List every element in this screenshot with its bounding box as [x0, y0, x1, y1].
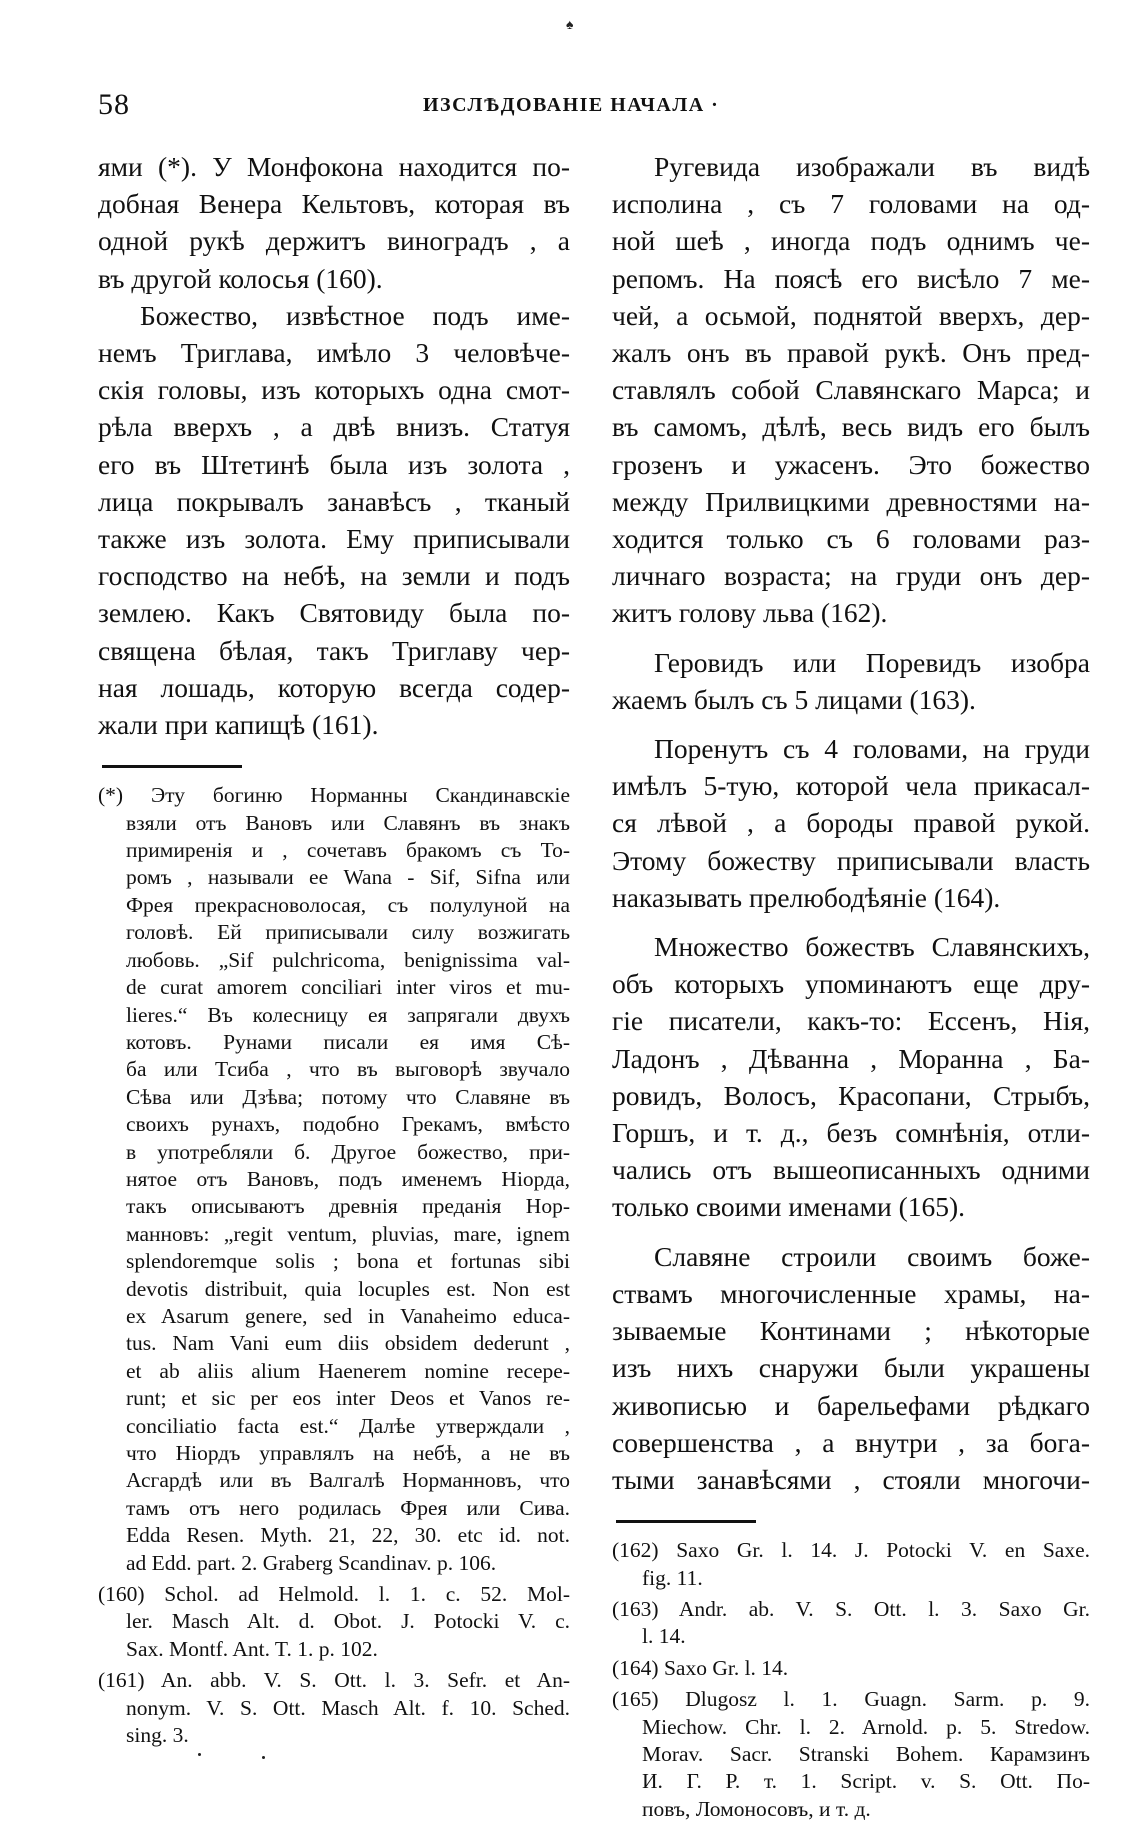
footnote-line: в употребляли б. Другое божество, при- — [126, 1139, 570, 1164]
footnote-line: lieres.“ Въ колесницу ея запрягали двухъ — [126, 1002, 570, 1027]
text-line: немъ Триглава, имѣло 3 человѣче- — [98, 337, 570, 369]
footnote-line: Edda Resen. Myth. 21, 22, 30. etc id. not. — [126, 1523, 570, 1548]
text-line: Геровидъ или Поревидъ изобра — [654, 646, 1090, 678]
text-line: жалъ онъ въ правой рукѣ. Онъ пред- — [612, 337, 1090, 369]
text-line: чей, а осьмой, поднятой вверхъ, дер- — [612, 299, 1090, 331]
footnote-line: (160) Schol. ad Helmold. l. 1. c. 52. Mol- — [98, 1582, 570, 1607]
footnote-line: повъ, Ломоносовъ, и т. д. — [642, 1796, 871, 1821]
text-line: имѣлъ 5-тую, которой чела прикасал- — [612, 770, 1090, 802]
text-line: исполина , съ 7 головами на од- — [612, 188, 1090, 220]
text-line: его въ Штетинѣ была изъ золота , — [98, 448, 570, 480]
footnote-line: (161) An. abb. V. S. Ott. l. 3. Sefr. et An- — [98, 1668, 570, 1693]
footnote-160 — [98, 1581, 570, 1663]
text-line: житъ голову льва (162). — [612, 597, 888, 629]
text-line: Божество, извѣстное подъ име- — [140, 299, 570, 331]
footnote-line: ler. Masch Alt. d. Obot. J. Potocki V. c. — [126, 1609, 570, 1634]
right-paragraph-5 — [612, 1238, 1090, 1498]
page-header — [98, 88, 1088, 128]
text-line: жаемъ былъ съ 5 лицами (163). — [612, 683, 976, 715]
text-line: ся лѣвой , а бороды правой рукой. — [612, 807, 1090, 839]
text-line: также изъ золота. Ему приписывали — [98, 523, 570, 555]
footnote-line: такъ описываютъ древнія преданія Нор- — [126, 1194, 570, 1219]
text-line: гіе писатели, какъ-то: Ессенъ, Нія, — [612, 1005, 1090, 1037]
right-paragraph-3 — [612, 730, 1090, 916]
footnote-line: nonym. V. S. Ott. Masch Alt. f. 10. Sched. — [126, 1695, 570, 1720]
footnote-line: devotis distribuit, quia locuples est. Non est — [126, 1276, 570, 1301]
footnote-line: (163) Andr. ab. V. S. Ott. l. 3. Saxo Gr. — [612, 1596, 1090, 1621]
text-line: въ самомъ, дѣлѣ, весь видъ его былъ — [612, 411, 1090, 443]
footnote-line: runt; et sic per eos inter Deos et Vanos re- — [126, 1386, 570, 1411]
text-line: Славяне строили своимъ боже- — [654, 1240, 1090, 1272]
text-line: господство на небѣ, на земли и подъ — [98, 560, 570, 592]
footnote-line: ба или Тсиба , что въ выговорѣ звучало — [126, 1057, 570, 1082]
footnote-164 — [612, 1655, 1090, 1682]
text-line: зываемые Континами ; нѣкоторые — [612, 1315, 1090, 1347]
footnote-line: что Ніордъ управлялъ на небѣ, а не въ — [126, 1441, 570, 1465]
text-line: одной рукѣ держитъ виноградъ , а — [98, 225, 570, 257]
text-line: чались отъ вышеописанныхъ одними — [612, 1154, 1090, 1186]
text-line: лица покрывалъ занавѣсъ , тканый — [98, 485, 570, 517]
footnote-line: tus. Nam Vani eum diis obsidem dederunt , — [126, 1331, 570, 1356]
text-line: въ другой колосья (160). — [98, 262, 383, 294]
left-paragraph-2 — [98, 297, 570, 743]
text-line: личнаго возраста; на груди онъ дер- — [612, 560, 1090, 592]
footnote-line: fig. 11. — [642, 1565, 703, 1590]
text-line: ствамъ многочисленные храмы, на- — [612, 1277, 1090, 1309]
text-line: ями (*). У Монфокона находится по- — [98, 151, 570, 182]
right-paragraph-4 — [612, 928, 1090, 1226]
footnote-line: ромъ , называли ее Wana - Sif, Sifna или — [126, 865, 570, 890]
footnote-line: нятое отъ Вановъ, подъ именемъ Ніорда, — [126, 1166, 570, 1191]
footnote-line: своихъ рунахъ, подобно Грекамъ, вмѣсто — [126, 1112, 570, 1137]
text-line: только своими именами (165). — [612, 1191, 966, 1223]
footnote-line: Фрея прекрасноволосая, съ полулуной на — [126, 892, 570, 917]
text-line: между Прилвицкими древностями на- — [612, 485, 1090, 517]
footnote-line: Sax. Montf. Ant. T. 1. p. 102. — [126, 1636, 378, 1661]
page-number: 58 — [98, 88, 130, 121]
footnote-line: Morav. Sacr. Stranski Bohem. Карамзинъ — [642, 1741, 1090, 1766]
footnote-line: примиренія и , сочетавъ бракомъ съ То- — [126, 838, 570, 863]
text-line: ставлялъ собой Славянскаго Марса; и — [612, 374, 1090, 406]
text-line: скія головы, изъ которыхъ одна смот- — [98, 374, 570, 406]
footnote-line: любовь. „Sif pulchricoma, benignissima val- — [126, 947, 570, 972]
text-line: Множество божествъ Славянскихъ, — [654, 931, 1090, 963]
text-line: изъ нихъ снаружи были украшены — [612, 1352, 1090, 1384]
footnote-line: головѣ. Ей приписывали силу возжигать — [126, 920, 570, 945]
top-printer-mark: ♠ — [566, 18, 574, 33]
footnote-line: (162) Saxo Gr. l. 14. J. Potocki V. en Saxe. — [612, 1538, 1090, 1563]
text-line: тыми занавѣсями , стояли многочи- — [612, 1463, 1090, 1495]
text-line: ной шеѣ , иногда подъ однимъ че- — [612, 225, 1090, 257]
text-line: Этому божеству приписывали власть — [612, 844, 1090, 876]
right-footnotes — [612, 1537, 1090, 1823]
footnote-line: тамъ отъ него родилась Фрея или Сива. — [126, 1495, 570, 1520]
text-line: землею. Какъ Святовиду была по- — [98, 597, 570, 629]
footnote-line: de curat amorem conciliari inter viros et mu- — [126, 975, 570, 1000]
footnote-divider — [102, 765, 242, 768]
text-line: Ладонъ , Дѣванна , Моранна , Ба- — [612, 1042, 1090, 1074]
text-line: добная Венера Кельтовъ, которая въ — [98, 188, 570, 220]
footnote-line: Сѣва или Дзѣва; потому что Славяне въ — [126, 1084, 570, 1109]
right-column — [612, 148, 1090, 1827]
footnote-line: И. Г. Р. т. 1. Script. v. S. Ott. По- — [642, 1769, 1090, 1794]
footnote-161 — [98, 1667, 570, 1749]
text-line: совершенства , а внутри , за бога- — [612, 1426, 1090, 1458]
text-line: репомъ. На поясѣ его висѣло 7 ме- — [612, 262, 1090, 294]
text-line: священа бѣлая, такъ Триглаву чер- — [98, 634, 570, 666]
footnote-line: sing. 3. — [126, 1723, 189, 1748]
footnote-line: splendoremque solis ; bona et fortunas sibi — [126, 1249, 570, 1274]
footnote-line: ad Edd. part. 2. Graberg Scandinav. p. 106. — [126, 1550, 497, 1575]
text-line: жали при капищѣ (161). — [98, 709, 379, 741]
footnote-162 — [612, 1537, 1090, 1592]
footnote-line: взяли отъ Вановъ или Славянъ въ знакъ — [126, 810, 570, 835]
text-line: Поренутъ съ 4 головами, на груди — [654, 733, 1090, 765]
text-line: рѣла вверхъ , а двѣ внизъ. Статуя — [98, 411, 570, 443]
footnote-165 — [612, 1686, 1090, 1823]
right-paragraph-2 — [612, 644, 1090, 718]
footnote-line: conciliatio facta est.“ Далѣе утверждали , — [126, 1413, 570, 1438]
text-line: объ которыхъ упоминаютъ еще дру- — [612, 968, 1090, 1000]
print-speck — [198, 1753, 201, 1756]
text-line: ровидъ, Волосъ, Красопани, Стрыбъ, — [612, 1079, 1090, 1111]
footnote-line: (164) Saxo Gr. l. 14. — [612, 1655, 789, 1680]
text-line: наказывать прелюбодѣяніе (164). — [612, 881, 1001, 913]
footnote-line: Асгардѣ или въ Валгалѣ Норманновъ, что — [126, 1468, 570, 1493]
left-column — [98, 148, 570, 1753]
text-line: ходится только съ 6 головами раз- — [612, 523, 1090, 555]
text-line: живописью и барельефами рѣдкаго — [612, 1389, 1090, 1421]
footnote-line: l. 14. — [642, 1624, 686, 1649]
running-head: ИЗСЛѢДОВАНІЕ НАЧАЛА · — [423, 94, 720, 116]
footnote-line: ex Asarum genere, sed in Vanaheimo educa- — [126, 1303, 570, 1328]
left-paragraph-1 — [98, 148, 570, 297]
print-speck — [262, 1756, 265, 1759]
text-line: ная лошадь, которую всегда содер- — [98, 671, 570, 703]
text-line: Горшъ, и т. д., безъ сомнѣнія, отли- — [612, 1117, 1090, 1149]
footnote-line: et ab aliis alium Haenerem nomine recepe- — [126, 1358, 570, 1383]
text-line: грозенъ и ужасенъ. Это божество — [612, 448, 1090, 480]
footnote-line: Miechow. Chr. l. 2. Arnold. p. 5. Stredow. — [642, 1714, 1090, 1739]
footnote-asterisk — [98, 782, 570, 1577]
footnote-line: (*) Эту богиню Норманны Скандинавскіе — [98, 783, 570, 808]
footnote-line: манновъ: „regit ventum, pluvias, mare, ignem — [126, 1221, 570, 1246]
footnote-divider — [616, 1520, 756, 1523]
footnote-163 — [612, 1596, 1090, 1651]
footnote-line: (165) Dlugosz l. 1. Guagn. Sarm. p. 9. — [612, 1687, 1090, 1712]
right-paragraph-1 — [612, 148, 1090, 632]
text-line: Ругевида изображали въ видѣ — [654, 151, 1090, 182]
footnote-line: котовъ. Рунами писали ея имя Сѣ- — [126, 1029, 570, 1054]
